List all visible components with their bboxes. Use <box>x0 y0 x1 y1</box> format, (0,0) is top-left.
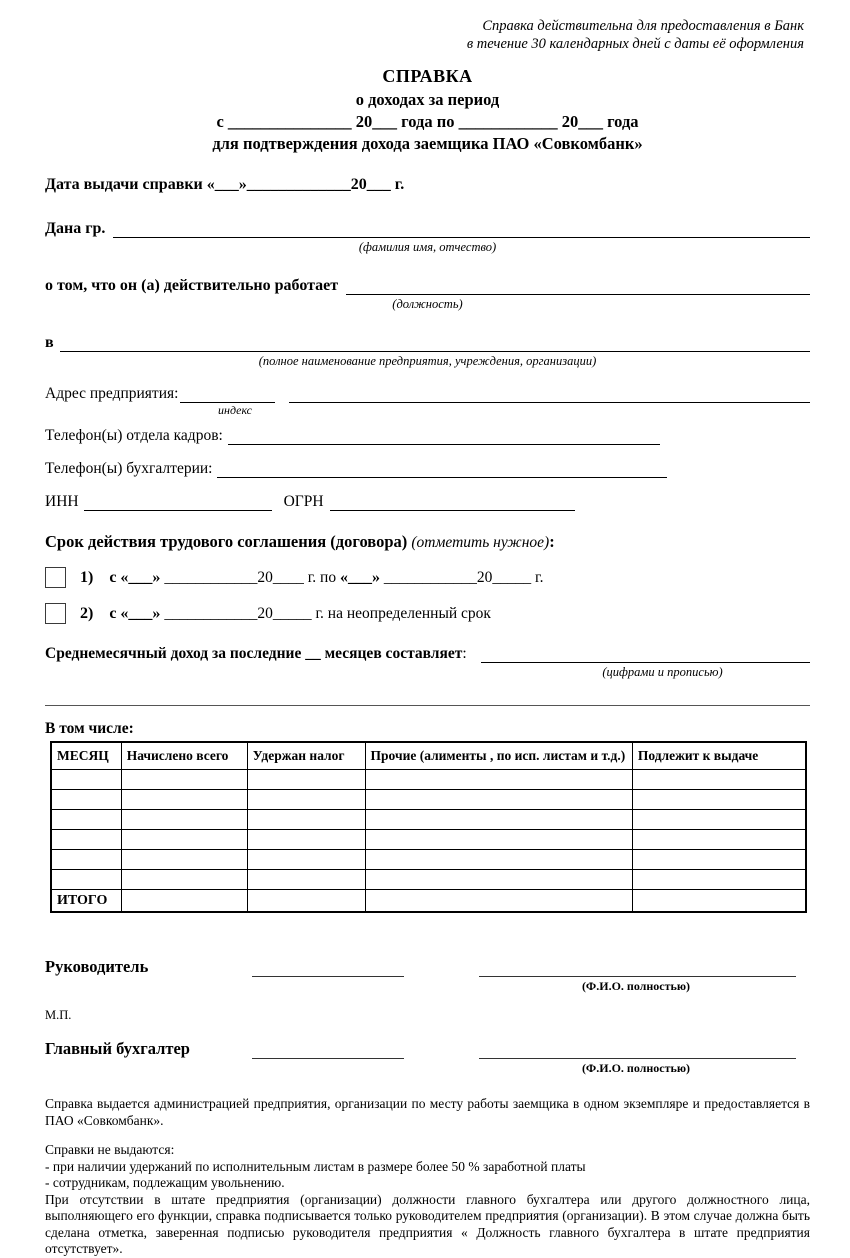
head-fullname-caption: (Ф.И.О. полностью) <box>581 979 691 994</box>
ogrn-label: ОГРН <box>283 493 324 511</box>
company-label: в <box>45 334 54 352</box>
given-to-caption: (фамилия имя, отчество) <box>358 240 497 255</box>
average-income-label: Среднемесячный доход за последние __ месяцев составляет <box>45 645 463 663</box>
issue-note-paragraph: Справка выдается администрацией предприятия, организации по месту работы заемщика в одном экземпляре и предоставляется в ПАО «Совкомбанк». <box>45 1096 810 1128</box>
table-total-row <box>51 889 806 912</box>
ogrn-blank <box>330 494 575 511</box>
title-period-line: с _______________ 20___ года по ____________ 20___ года <box>216 111 639 131</box>
contract-option-2-row <box>45 603 810 624</box>
contract-term-heading-text: Срок действия трудового соглашения (договора) <box>45 532 408 552</box>
head-fullname-blank <box>479 960 796 977</box>
head-signature-blank <box>252 960 404 977</box>
contract-term-heading-note: (отметить нужное) <box>411 534 550 552</box>
inn-label: ИНН <box>45 493 79 511</box>
table-empty-row <box>51 769 806 789</box>
accountant-fullname-blank <box>479 1042 796 1059</box>
average-income-row <box>45 645 810 663</box>
income-continuation-blank <box>45 680 810 706</box>
phone-accounting-label: Телефон(ы) бухгалтерии: <box>45 460 213 478</box>
not-issued-heading: Справки не выдаются: <box>45 1142 175 1158</box>
table-header-month: МЕСЯЦ <box>51 742 121 769</box>
given-to-row <box>45 220 810 238</box>
contract-option-1-blank-year2: ____________20_____ г. <box>379 568 544 586</box>
validity-note-line2: в течение 30 календарных дней с даты её оформления <box>466 35 804 52</box>
inn-blank <box>84 494 272 511</box>
contract-option-1-row <box>45 567 810 588</box>
income-breakdown-table <box>50 741 807 913</box>
company-row <box>45 334 810 352</box>
phone-accounting-row <box>45 460 810 478</box>
document-title <box>45 65 810 154</box>
title-purpose-line: для подтверждения дохода заемщика ПАО «Совкомбанк» <box>212 133 643 153</box>
not-issued-item-2: - сотрудникам, подлежащим увольнению. <box>45 1175 285 1191</box>
title-subheading: о доходах за период <box>355 90 500 110</box>
contract-term-heading-colon: : <box>549 532 555 552</box>
validity-note-line1: Справка действительна для предоставления в Банк <box>482 18 804 34</box>
address-index-caption: индекс <box>218 403 252 418</box>
inn-ogrn-row <box>45 493 810 511</box>
head-signature-row <box>45 957 810 977</box>
table-empty-row <box>51 829 806 849</box>
phone-hr-label: Телефон(ы) отдела кадров: <box>45 427 223 445</box>
given-to-blank <box>113 221 810 238</box>
table-empty-row <box>51 809 806 829</box>
average-income-blank <box>481 646 810 663</box>
address-row <box>45 385 810 403</box>
no-accountant-note-paragraph: При отсутствии в штате предприятия (организации) должности главного бухгалтера или другого должностного лица, выполняющего его функции, справка подписывается только руководителем предприятия (организации). В этом случае должна быть сделана отметка, заверенная подписью руководителя предприятия « Должность главного бухгалтера в штате предприятия отсутствует». <box>45 1191 810 1257</box>
address-blank <box>289 386 810 403</box>
contract-term-heading <box>45 532 810 552</box>
table-empty-row <box>51 789 806 809</box>
issue-date-line: Дата выдачи справки «___»_____________20___ г. <box>45 176 405 194</box>
works-as-row <box>45 277 810 295</box>
company-caption: (полное наименование предприятия, учреждения, организации) <box>258 354 597 369</box>
contract-option-2-number: 2) <box>80 604 94 622</box>
works-as-label: о том, что он (а) действительно работает <box>45 277 339 295</box>
phone-hr-row <box>45 427 810 445</box>
table-header-tax: Удержан налог <box>247 742 365 769</box>
phone-hr-blank <box>228 428 660 445</box>
not-issued-item-1: - при наличии удержаний по исполнительным листам в размере более 50 % заработной платы <box>45 1158 586 1174</box>
average-income-colon: : <box>462 645 467 663</box>
average-income-caption: (цифрами и прописью) <box>602 665 723 680</box>
phone-accounting-blank <box>217 461 667 478</box>
given-to-label: Дана гр. <box>45 220 106 238</box>
head-signature-label: Руководитель <box>45 957 149 977</box>
table-header-row <box>51 742 806 769</box>
table-header-other: Прочие (алименты , по исп. листам и т.д.) <box>365 742 632 769</box>
breakdown-label: В том числе: <box>45 720 134 738</box>
table-header-accrued: Начислено всего <box>121 742 247 769</box>
works-as-blank <box>346 278 810 295</box>
accountant-signature-blank <box>252 1042 404 1059</box>
contract-option-1-number: 1) <box>80 568 94 586</box>
address-label: Адрес предприятия: <box>45 385 179 403</box>
contract-option-2-checkbox <box>45 603 66 624</box>
validity-note <box>45 18 810 53</box>
accountant-fullname-caption: (Ф.И.О. полностью) <box>581 1061 691 1076</box>
table-empty-row <box>51 869 806 889</box>
works-as-caption: (должность) <box>392 297 463 312</box>
contract-option-1-blank-year1: ____________20____ г. по <box>160 568 340 586</box>
contract-option-1-from: с «___» <box>109 568 161 586</box>
stamp-placeholder: М.П. <box>45 1008 72 1023</box>
company-blank <box>60 335 810 352</box>
table-header-payable: Подлежит к выдаче <box>632 742 806 769</box>
accountant-signature-row <box>45 1039 810 1059</box>
contract-option-2-from: с «___» <box>109 604 161 622</box>
contract-option-2-blank-year: ____________20_____ г. на неопределенный срок <box>160 604 491 622</box>
contract-option-1-quote2: «___» <box>339 568 380 586</box>
title-heading: СПРАВКА <box>382 66 473 87</box>
contract-option-1-checkbox <box>45 567 66 588</box>
address-index-blank <box>180 386 275 403</box>
table-total-label: ИТОГО <box>51 889 121 912</box>
accountant-signature-label: Главный бухгалтер <box>45 1039 190 1059</box>
table-empty-row <box>51 849 806 869</box>
